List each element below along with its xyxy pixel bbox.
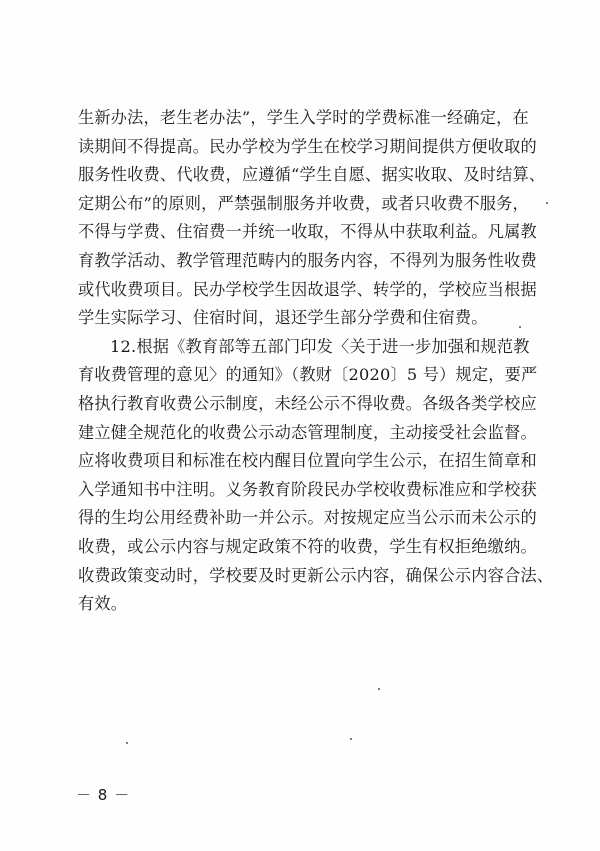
text-line: 育教学活动、教学管理范畴内的服务内容，不得列为服务性收费 bbox=[78, 250, 537, 270]
text-line: 收费，或公示内容与规定政策不符的收费，学生有权拒绝缴纳。 bbox=[78, 536, 537, 556]
scan-speck bbox=[378, 688, 380, 690]
text-line: 不得与学费、住宿费一并统一收取，不得从中获取利益。凡属教 bbox=[78, 222, 537, 242]
text-line: 有效。 bbox=[78, 594, 128, 614]
text-line: 应将收费项目和标准在校内醒目位置向学生公示，在招生简章和 bbox=[78, 451, 537, 471]
text-line: 得的生均公用经费补助一并公示。对按规定应当公示而未公示的 bbox=[78, 508, 537, 528]
text-line: 12.根据《教育部等五部门印发〈关于进一步加强和规范教 bbox=[110, 336, 530, 356]
text-line: 学生实际学习、住宿时间，退还学生部分学费和住宿费。 bbox=[78, 308, 488, 328]
text-line: 入学通知书中注明。义务教育阶段民办学校收费标准应和学校获 bbox=[78, 479, 537, 499]
scan-speck bbox=[350, 738, 352, 740]
text-line: 育收费管理的意见〉的通知》（教财〔2020〕5 号）规定，要严 bbox=[78, 365, 538, 385]
scan-speck bbox=[126, 742, 128, 744]
text-line: 读期间不得提高。民办学校为学生在校学习期间提供方便收取的 bbox=[78, 136, 537, 156]
page-number: － 8 － bbox=[76, 786, 131, 804]
text-line: 或代收费项目。民办学校学生因故退学、转学的，学校应当根据 bbox=[78, 279, 537, 299]
text-line: 生新办法，老生老办法”，学生入学时的学费标准一经确定，在 bbox=[78, 108, 529, 127]
paragraph-2 bbox=[78, 333, 554, 619]
document-body bbox=[78, 104, 554, 619]
text-line: 服务性收费、代收费，应遵循“学生自愿、据实收取、及时结算、 bbox=[78, 165, 546, 185]
scan-speck bbox=[546, 202, 548, 204]
paragraph-1 bbox=[78, 104, 546, 333]
text-line: 建立健全规范化的收费公示动态管理制度，主动接受社会监督。 bbox=[78, 422, 537, 442]
text-line: 格执行教育收费公示制度，未经公示不得收费。各级各类学校应 bbox=[78, 393, 537, 413]
text-line: 收费政策变动时，学校要及时更新公示内容，确保公示内容合法、 bbox=[78, 565, 554, 585]
text-line: 定期公布”的原则，严禁强制服务并收费，或者只收费不服务， bbox=[78, 193, 529, 213]
scan-speck bbox=[519, 326, 521, 328]
